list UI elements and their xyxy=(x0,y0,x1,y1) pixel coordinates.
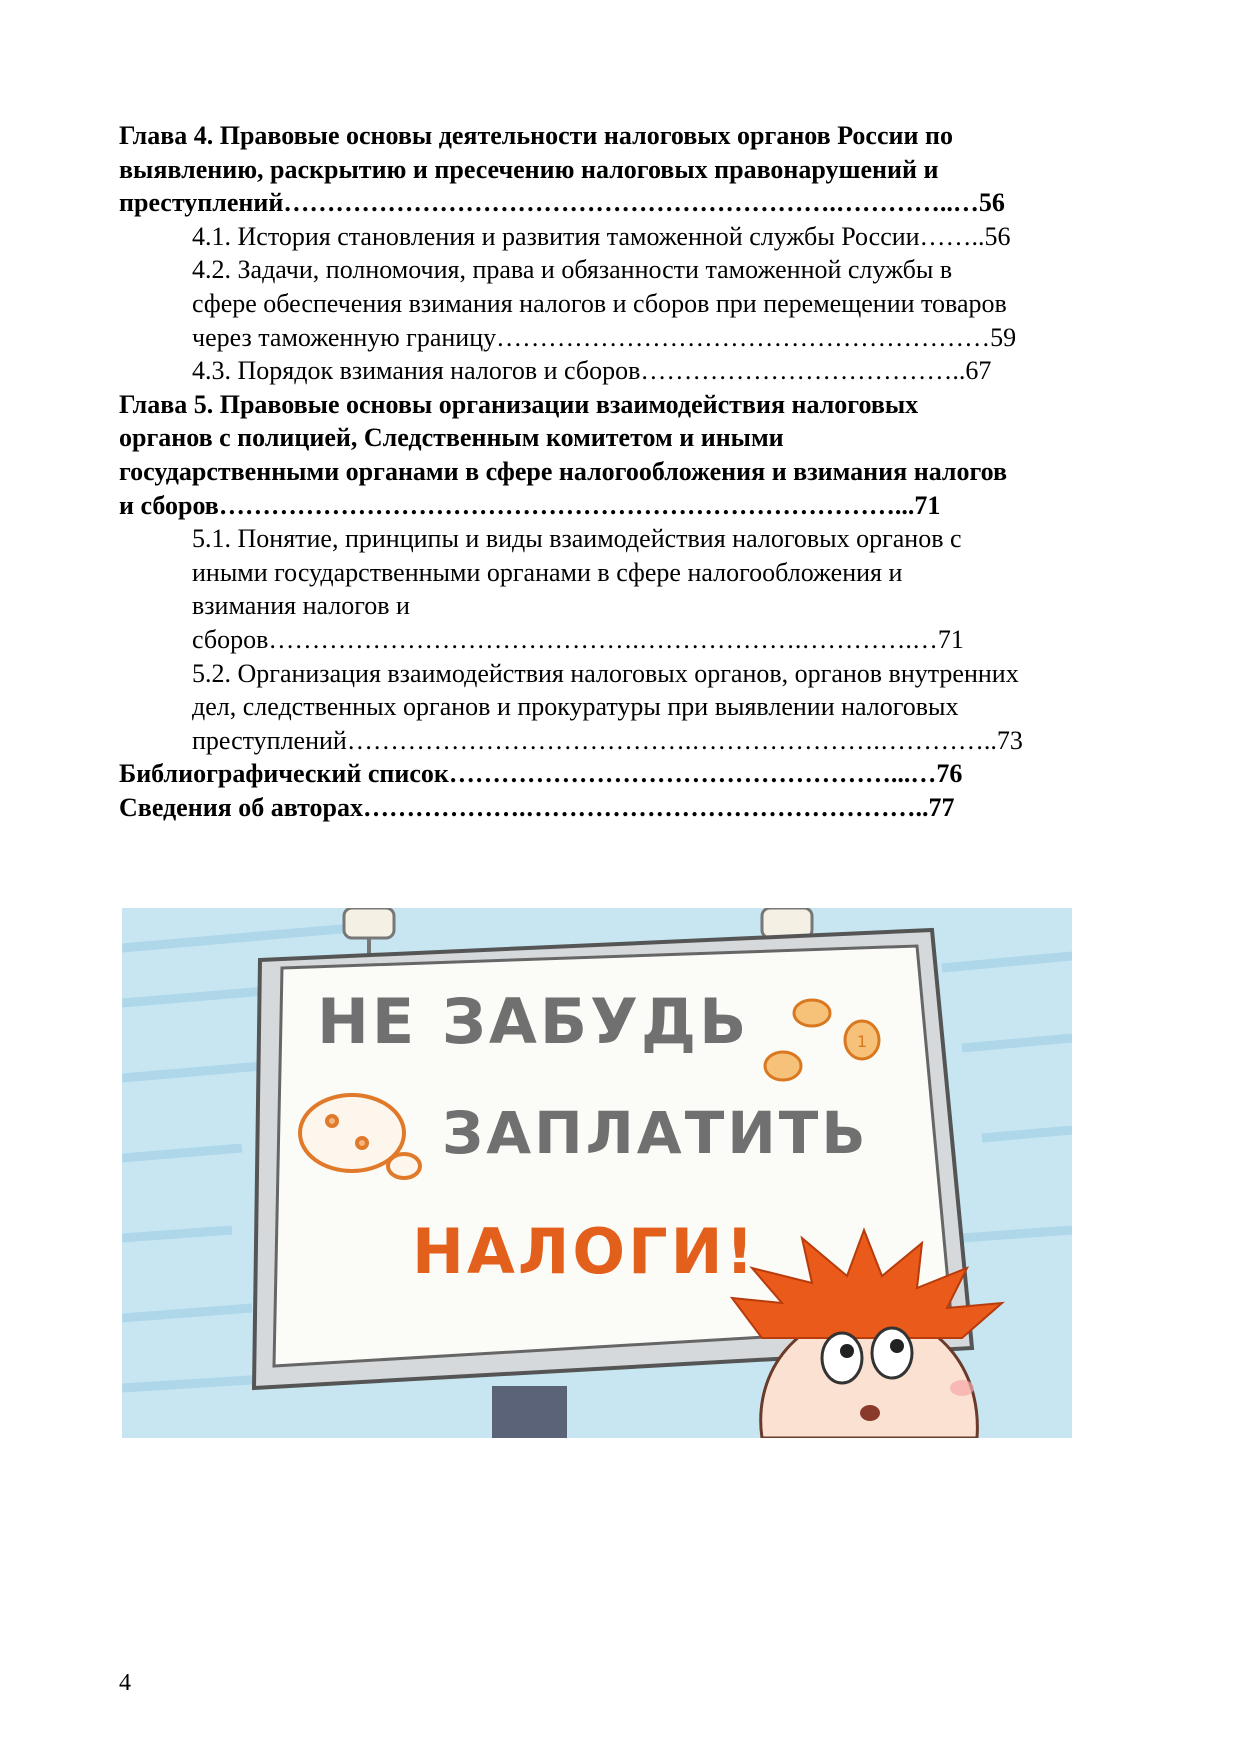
right-eye xyxy=(872,1328,912,1378)
toc-entry-section-4-1 xyxy=(119,220,1129,254)
billboard-illustration xyxy=(122,908,1072,1438)
table-of-contents xyxy=(119,119,1129,824)
left-eye xyxy=(822,1333,862,1383)
toc-line: Глава 4. Правовые основы деятельности налоговых органов России по xyxy=(119,121,953,150)
toc-line: дел, следственных органов и прокуратуры при выявлении налоговых xyxy=(192,692,959,722)
toc-entry-section-5-1 xyxy=(119,522,1129,656)
toc-entry-section-4-3 xyxy=(119,354,1129,388)
toc-line: Сведения об авторах……………….………………………………………..77 xyxy=(119,792,955,822)
toc-line: преступлений………………………………….………………….…………..73 xyxy=(192,725,1023,755)
toc-line: взимания налогов и xyxy=(192,591,410,621)
toc-line: государственными органами в сфере налогообложения и взимания налогов xyxy=(119,456,1008,486)
toc-line: преступлений……………………………………………………….…………..…56 xyxy=(119,188,1005,218)
toc-entry-authors xyxy=(119,791,1129,825)
toc-entry-section-4-2 xyxy=(119,253,1129,354)
sign-line-3: НАЛОГИ! xyxy=(412,1215,757,1288)
sign-line-1: НЕ ЗАБУДЬ xyxy=(317,985,750,1058)
toc-line: сборов…………………………………….……………….………….…71 xyxy=(192,624,964,654)
toc-entry-chapter-5 xyxy=(119,388,1129,522)
toc-line: Глава 5. Правовые основы организации взаимодействия налоговых xyxy=(119,389,919,419)
toc-line: иными государственными органами в сфере налогообложения и xyxy=(192,557,903,587)
toc-line: 5.2. Организация взаимодействия налоговых органов, органов внутренних xyxy=(192,658,1019,688)
billboard-cartoon xyxy=(122,908,1072,1438)
coin-digit: 1 xyxy=(856,1032,868,1051)
toc-line: 5.1. Понятие, принципы и виды взаимодействия налоговых органов с xyxy=(192,524,962,554)
page-number: 4 xyxy=(119,1670,131,1696)
toc-line: и сборов……………………………………………………………………...71 xyxy=(119,490,941,520)
sign-line-2: ЗАПЛАТИТЬ xyxy=(442,1099,869,1167)
toc-line: Библиографический список……………………………………………...…76 xyxy=(119,759,963,789)
billboard-post xyxy=(492,1386,567,1438)
toc-entry-section-5-2 xyxy=(119,657,1129,758)
toc-line: органов с полицией, Следственным комитетом и иными xyxy=(119,423,784,453)
toc-line: 4.1. История становления и развития таможенной службы России……..56 xyxy=(192,221,1011,251)
toc-line: 4.3. Порядок взимания налогов и сборов………………………………..67 xyxy=(192,356,992,386)
toc-line: через таможенную границу…………………………………………………59 xyxy=(192,322,1017,352)
toc-entry-chapter-4 xyxy=(119,119,1129,220)
toc-line: сфере обеспечения взимания налогов и сборов при перемещении товаров xyxy=(192,288,1007,318)
toc-line: выявлению, раскрытию и пресечению налоговых правонарушений и xyxy=(119,154,939,184)
toc-line: 4.2. Задачи, полномочия, права и обязанности таможенной службы в xyxy=(192,255,953,285)
toc-entry-bibliography xyxy=(119,757,1129,791)
